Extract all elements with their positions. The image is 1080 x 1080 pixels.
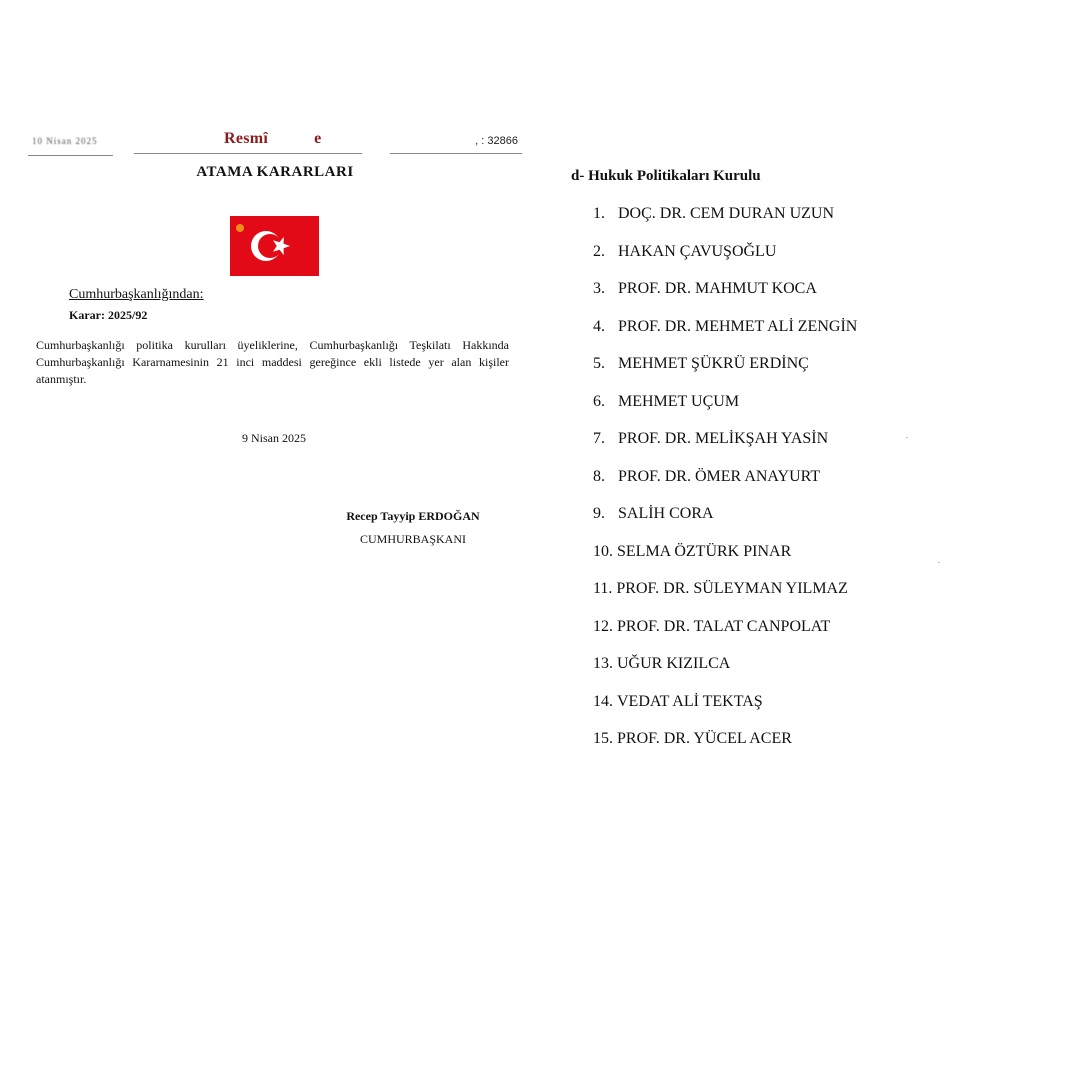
list-item: [593, 466, 857, 504]
list-item-name: UĞUR KIZILCA: [617, 655, 731, 672]
decree-date: 9 Nisan 2025: [242, 431, 306, 445]
list-item-number: 3.: [593, 280, 605, 297]
gazette-header: [28, 128, 522, 158]
list-item-number: 2.: [593, 242, 605, 260]
header-rule-right: [390, 153, 522, 154]
list-item: [593, 503, 857, 541]
list-item-name: SALİH CORA: [618, 505, 714, 522]
list-item-number: 11.: [593, 580, 613, 597]
header-rule-left: [28, 155, 113, 156]
list-item: [593, 391, 857, 429]
list-item-name: PROF. DR. MELİKŞAH YASİN: [618, 430, 829, 447]
list-item: [593, 241, 857, 279]
decree-number: Karar: 2025/92: [69, 308, 148, 322]
decree-issuer: Cumhurbaşkanlığından:: [69, 287, 204, 302]
signatory-title: CUMHURBAŞKANI: [359, 532, 466, 546]
flag-seal-mark: [236, 224, 244, 232]
issue-prefix: ,: [475, 135, 479, 147]
decree-body: Cumhurbaşkanlığı politika kurulları üyeliklerine, Cumhurbaşkanlığı Teşkilatı Hakkında Cumhurbaşkanlığı Kararnamesinin 21 inci maddesi gereğince ekli listede yer alan kişiler atanmıştır.: [36, 338, 509, 386]
list-item: [593, 278, 857, 316]
list-item-number: 15.: [593, 730, 613, 747]
list-item-name: PROF. DR. ÖMER ANAYURT: [618, 467, 821, 485]
scan-speck: [906, 437, 908, 438]
issue-number: : 32866: [481, 135, 518, 147]
decree-title: ATAMA KARARLARI: [196, 164, 354, 180]
list-item-number: 7.: [593, 430, 605, 447]
council-title: d- Hukuk Politikaları Kurulu: [571, 168, 761, 184]
header-rule-middle: [134, 153, 362, 154]
signatory-name: Recep Tayyip ERDOĞAN: [346, 509, 480, 523]
list-item-number: 10.: [593, 542, 613, 560]
list-item-name: SELMA ÖZTÜRK PINAR: [617, 542, 792, 560]
list-item: [593, 353, 857, 391]
list-item-name: PROF. DR. TALAT CANPOLAT: [617, 617, 831, 635]
list-item-name: HAKAN ÇAVUŞOĞLU: [618, 242, 777, 260]
list-item-number: 8.: [593, 467, 605, 485]
list-item: [593, 203, 857, 241]
masthead-redaction: [268, 132, 314, 146]
list-item-name: PROF. DR. SÜLEYMAN YILMAZ: [616, 580, 848, 597]
appointee-list: [593, 203, 857, 766]
list-item-name: DOÇ. DR. CEM DURAN UZUN: [618, 205, 835, 222]
list-item: [593, 728, 857, 766]
turkish-flag: [230, 216, 319, 276]
list-item-name: PROF. DR. YÜCEL ACER: [617, 730, 792, 747]
list-item: [593, 616, 857, 654]
list-item-name: PROF. DR. MAHMUT KOCA: [618, 280, 817, 297]
masthead-end: e: [314, 130, 322, 147]
list-item-number: 12.: [593, 617, 613, 635]
list-item: [593, 653, 857, 691]
list-item-number: 9.: [593, 505, 605, 522]
gazette-date: 10 Nisan 2025: [32, 136, 98, 146]
list-item-name: MEHMET ŞÜKRÜ ERDİNÇ: [618, 355, 809, 372]
list-item-name: VEDAT ALİ TEKTAŞ: [617, 692, 763, 710]
list-item-name: PROF. DR. MEHMET ALİ ZENGİN: [618, 317, 858, 335]
list-item-number: 13.: [593, 655, 613, 672]
list-item: [593, 691, 857, 729]
gazette-masthead: [224, 130, 322, 148]
list-item: [593, 541, 857, 579]
list-item-number: 14.: [593, 692, 613, 710]
list-item: [593, 428, 857, 466]
list-item-number: 4.: [593, 317, 605, 335]
masthead-start: Resmî: [224, 130, 269, 147]
scan-speck: [938, 562, 940, 563]
list-item-number: 1.: [593, 205, 605, 222]
list-item-number: 6.: [593, 392, 605, 410]
gazette-issue-number: [475, 135, 518, 147]
list-item-number: 5.: [593, 355, 605, 372]
list-item-name: MEHMET UÇUM: [618, 392, 740, 410]
list-item: [593, 316, 857, 354]
list-item: [593, 578, 857, 616]
